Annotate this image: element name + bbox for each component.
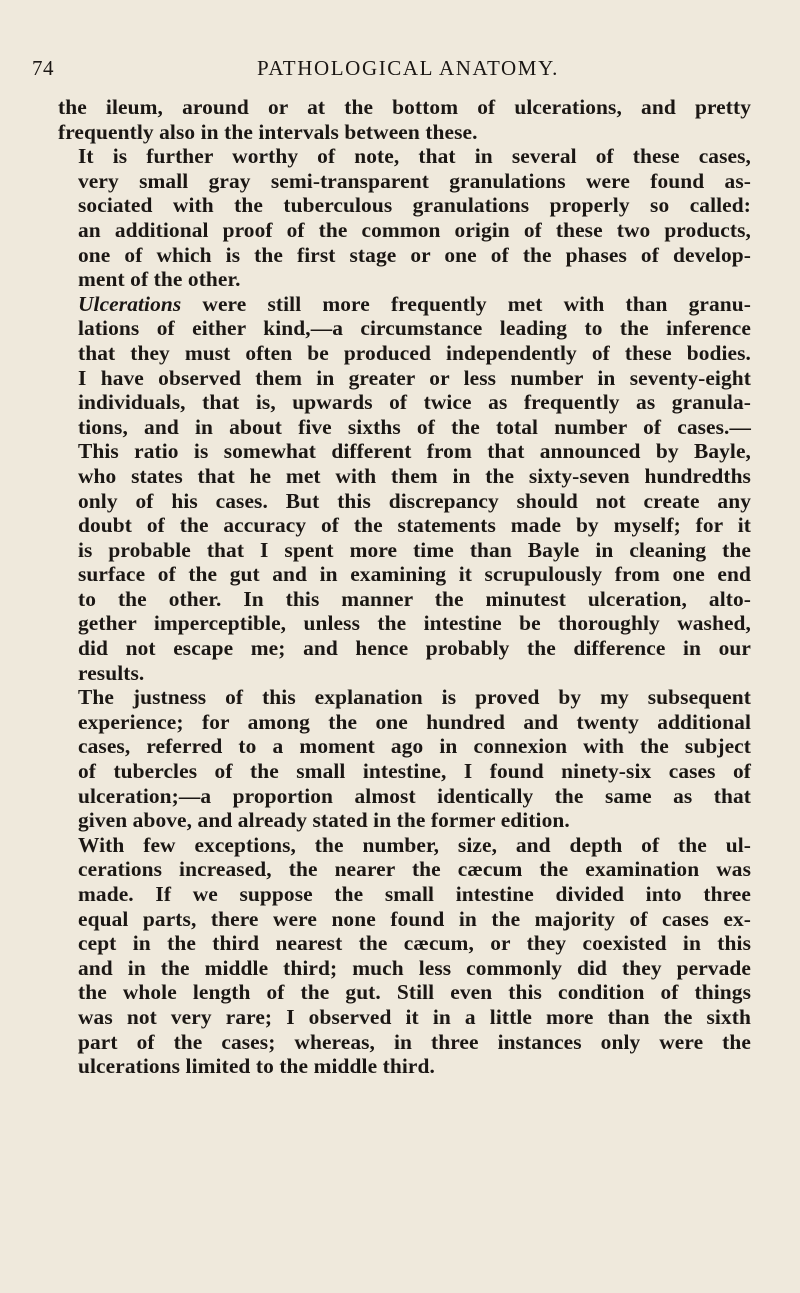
text-line: that they must often be produced independently of these bodies.	[78, 340, 751, 365]
text-line: ulceration;—a proportion almost identically the same as that	[78, 783, 751, 808]
running-title: PATHOLOGICAL ANATOMY.	[257, 56, 559, 80]
text-line: of tubercles of the small intestine, I found ninety-six cases of	[78, 759, 751, 784]
text-line: gether imperceptible, unless the intestine be thoroughly washed,	[78, 611, 751, 636]
paragraph-5	[58, 833, 751, 1079]
text-line: With few exceptions, the number, size, and depth of the ul-	[78, 832, 751, 857]
text-fragment: were still more frequently met with than granu-	[181, 291, 751, 316]
page-number: 74	[32, 56, 54, 80]
text-line: cept in the third nearest the cæcum, or they coexisted in this	[78, 931, 751, 956]
text-line: and in the middle third; much less commonly did they pervade	[78, 955, 751, 980]
text-line: cases, referred to a moment ago in connexion with the subject	[78, 734, 751, 759]
text-line: cerations increased, the nearer the cæcum the examination was	[78, 857, 751, 882]
text-line: the whole length of the gut. Still even this condition of things	[78, 980, 751, 1005]
text-line: very small gray semi-transparent granulations were found as-	[78, 168, 751, 193]
text-line: is probable that I spent more time than Bayle in cleaning the	[78, 537, 751, 562]
text-line: one of which is the first stage or one of the phases of develop-	[78, 242, 751, 267]
text-line: sociated with the tuberculous granulations properly so called:	[78, 193, 751, 218]
text-line: individuals, that is, upwards of twice as frequently as granula-	[78, 390, 751, 415]
text-line: It is further worthy of note, that in several of these cases,	[78, 144, 751, 169]
paragraph-2	[58, 144, 751, 292]
text-line: experience; for among the one hundred and twenty additional	[78, 709, 751, 734]
body-text	[58, 95, 751, 1079]
text-line: the ileum, around or at the bottom of ulcerations, and pretty	[58, 95, 751, 119]
text-line: did not escape me; and hence probably the difference in our	[78, 636, 751, 661]
text-line: This ratio is somewhat different from that announced by Bayle,	[78, 439, 751, 464]
paragraph-1	[58, 95, 751, 144]
paragraph-4	[58, 685, 751, 833]
text-line: given above, and already stated in the former edition.	[78, 808, 570, 833]
text-line: The justness of this explanation is proved by my subsequent	[78, 685, 751, 710]
text-line	[58, 292, 751, 317]
text-line: only of his cases. But this discrepancy should not create any	[78, 488, 751, 513]
text-line: ment of the other.	[78, 267, 241, 292]
text-line: an additional proof of the common origin of these two products,	[78, 217, 751, 242]
text-line: lations of either kind,—a circumstance leading to the inference	[78, 316, 751, 341]
text-line: equal parts, there were none found in the majority of cases ex-	[78, 906, 751, 931]
text-line: doubt of the accuracy of the statements made by myself; for it	[78, 513, 751, 538]
text-line: to the other. In this manner the minutest ulceration, alto-	[78, 586, 751, 611]
text-line: results.	[78, 660, 145, 685]
text-line: I have observed them in greater or less number in seventy-eight	[78, 365, 751, 390]
text-line: surface of the gut and in examining it scrupulously from one end	[78, 562, 751, 587]
text-line: was not very rare; I observed it in a little more than the sixth	[78, 1004, 751, 1029]
text-line: tions, and in about five sixths of the total number of cases.—	[78, 414, 751, 439]
paragraph-3	[58, 292, 751, 686]
text-line: ulcerations limited to the middle third.	[78, 1054, 435, 1079]
italic-lead: Ulcerations	[78, 291, 182, 316]
text-line: who states that he met with them in the sixty-seven hundredths	[78, 463, 751, 488]
text-line: made. If we suppose the small intestine divided into three	[78, 882, 751, 906]
running-head	[32, 56, 752, 84]
text-line: frequently also in the intervals between these.	[58, 119, 478, 144]
text-line: part of the cases; whereas, in three instances only were the	[78, 1029, 751, 1054]
